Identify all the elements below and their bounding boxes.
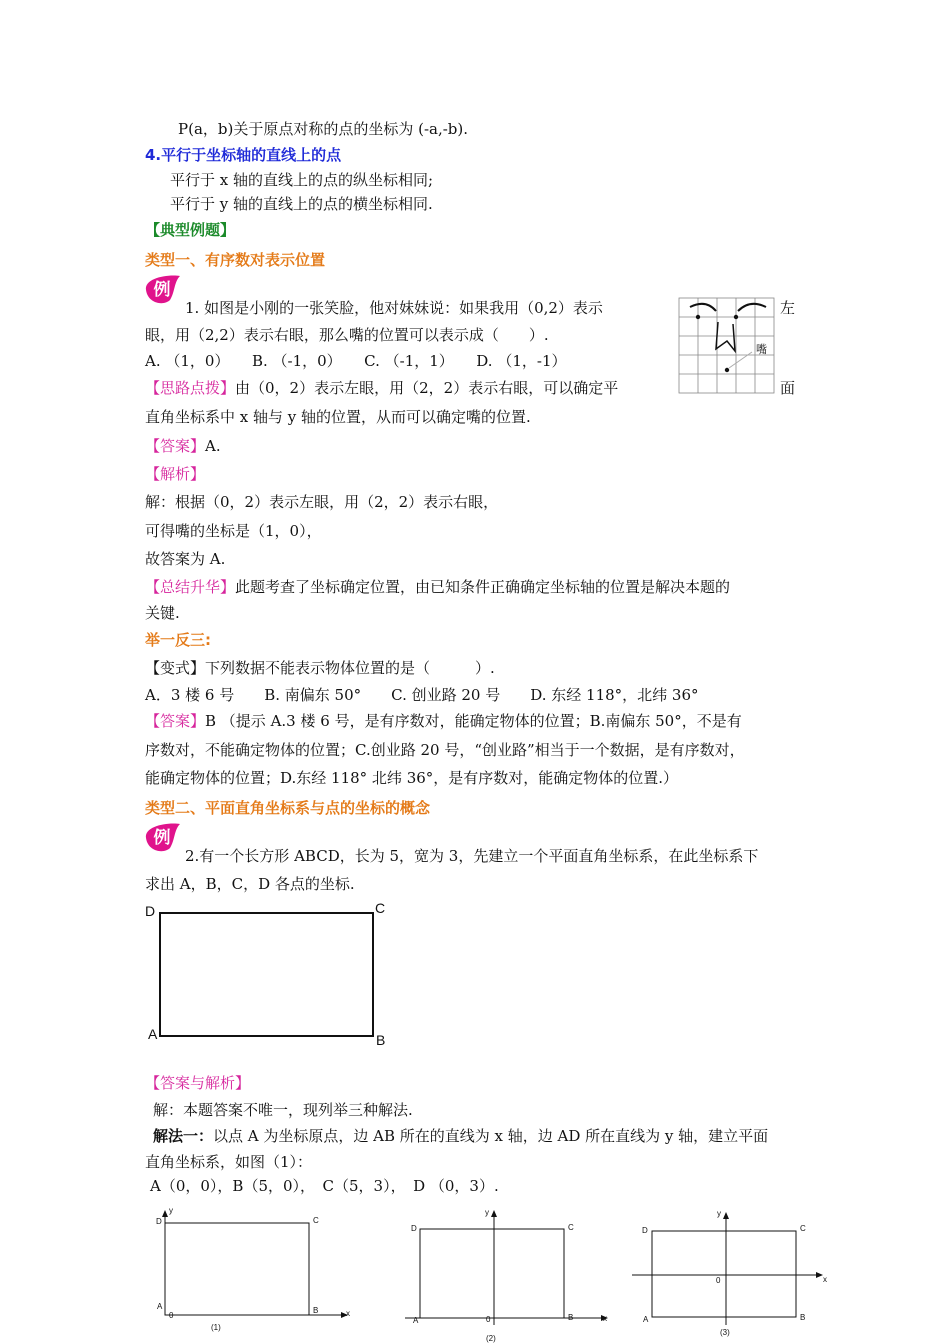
fig1-label-y: y (169, 1206, 173, 1215)
type1-question-a-end: 左 (780, 299, 796, 317)
fig2-label-origin: 0 (486, 1315, 491, 1324)
method1-label: 解法一： (153, 1127, 214, 1145)
method1-line-a (153, 1126, 768, 1146)
fig3-label-a: A (643, 1315, 649, 1324)
type2-question-a: 2.有一个长方形 ABCD，长为 5，宽为 3，先建立一个平面直角坐标系，在此坐标系下 (185, 847, 759, 865)
rect-label-b: B (376, 1032, 386, 1048)
type2-solution-intro: 解：本题答案不唯一，现列举三种解法. (153, 1101, 413, 1119)
practice-answer-b: 序数对，不能确定物体的位置；C.创业路 20 号，“创业路”相当于一个数据，是有序数对， (145, 741, 745, 759)
practice-answer-text-a: B （提示 A.3 楼 6 号，是有序数对，能确定物体的位置；B.南偏东 50°，不是有 (205, 712, 742, 730)
intro-line-y-axis: 平行于 y 轴的直线上的点的横坐标相同. (170, 195, 433, 213)
intro-line-x-axis: 平行于 x 轴的直线上的点的纵坐标相同; (170, 171, 434, 189)
fig1-caption: (1) (211, 1323, 221, 1332)
coordinate-figure-3 (630, 1205, 835, 1340)
type1-solution-3: 故答案为 A. (145, 550, 226, 568)
rect-label-a: A (148, 1026, 158, 1042)
type1-summary (145, 577, 730, 597)
type1-solution-2: 可得嘴的坐标是（1，0）， (145, 522, 322, 540)
smiley-face-figure (678, 297, 776, 399)
fig2-label-c: C (568, 1223, 574, 1232)
fig2-label-a: A (413, 1316, 419, 1325)
rectangle-abcd (159, 912, 374, 1037)
type1-title: 类型一、有序数对表示位置 (145, 251, 326, 269)
example-badge-1-text: 例 (153, 280, 171, 300)
summary-label: 【总结升华】 (145, 578, 236, 596)
fig1-label-a: A (157, 1302, 163, 1311)
example-badge-2 (142, 822, 184, 858)
practice-answer-a (145, 711, 742, 731)
fig1-label-c: C (313, 1216, 319, 1225)
section-heading-4: 4.平行于坐标轴的直线上的点 (145, 146, 342, 164)
fig1-label-d: D (156, 1217, 162, 1226)
practice-variant: 【变式】下列数据不能表示物体位置的是（ ）. (145, 659, 495, 677)
coordinate-figure-1 (145, 1205, 360, 1340)
fig2-label-d: D (411, 1224, 417, 1233)
fig2-caption: (2) (486, 1334, 496, 1343)
fig3-label-x: x (823, 1275, 827, 1284)
method1-line-b: 直角坐标系，如图（1）： (145, 1153, 313, 1171)
fig2-label-b: B (568, 1313, 574, 1322)
type2-question-b: 求出 A，B，C，D 各点的坐标. (145, 875, 355, 893)
practice-answer-label: 【答案】 (145, 712, 206, 730)
example-badge-1 (142, 274, 184, 310)
fig3-label-y: y (717, 1209, 721, 1218)
type2-answer-label: 【答案与解析】 (145, 1074, 251, 1092)
method1-text-a: 以点 A 为坐标原点，边 AB 所在的直线为 x 轴，边 AD 所在直线为 y 轴，建立平面 (213, 1127, 769, 1145)
examples-title: 【典型例题】 (145, 221, 236, 239)
type1-hint-end: 面 (780, 379, 796, 397)
type1-question-a: 1. 如图是小刚的一张笑脸，他对妹妹说：如果我用（0,2）表示 (185, 299, 603, 317)
fig3-label-d: D (642, 1226, 648, 1235)
practice-title: 举一反三: (145, 631, 211, 649)
smiley-mouth-label: 嘴 (756, 343, 767, 356)
fig2-label-x: x (603, 1314, 607, 1323)
fig1-label-x: x (346, 1309, 350, 1318)
type1-hint (145, 378, 618, 398)
fig3-label-origin: 0 (716, 1276, 721, 1285)
fig1-label-b: B (313, 1306, 319, 1315)
fig3-label-b: B (800, 1313, 806, 1322)
coordinate-figure-2 (400, 1205, 615, 1344)
fig1-label-origin: 0 (169, 1311, 174, 1320)
answer-label: 【答案】 (145, 437, 206, 455)
type1-answer (145, 436, 221, 456)
type2-title: 类型二、平面直角坐标系与点的坐标的概念 (145, 799, 431, 817)
answer-text: A. (205, 437, 221, 455)
type1-solution-1: 解：根据（0，2）表示左眼，用（2，2）表示右眼， (145, 493, 499, 511)
fig3-caption: (3) (720, 1328, 730, 1337)
hint-text-a: 由（0，2）表示左眼，用（2，2）表示右眼，可以确定平 (235, 379, 619, 397)
intro-line-symmetry: P(a，b)关于原点对称的点的坐标为 (-a,-b). (178, 120, 469, 138)
practice-answer-c: 能确定物体的位置；D.东经 118° 北纬 36°，是有序数对，能确定物体的位置.） (145, 769, 679, 787)
summary-text-a: 此题考查了坐标确定位置，由已知条件正确确定坐标轴的位置是解决本题的 (235, 578, 731, 596)
type1-summary-b: 关键. (145, 604, 180, 622)
rect-label-c: C (375, 900, 386, 916)
fig2-label-y: y (485, 1208, 489, 1217)
fig3-label-c: C (800, 1224, 806, 1233)
example-badge-2-text: 例 (153, 828, 171, 848)
hint-label: 【思路点拨】 (145, 379, 236, 397)
analysis-label: 【解析】 (145, 465, 206, 483)
practice-options: A．3 楼 6 号 B. 南偏东 50° C. 创业路 20 号 D. 东经 118°，北纬 36° (145, 686, 699, 704)
type1-options: A. （1，0） B. （-1，0） C. （-1，1） D. （1，-1） (145, 352, 567, 370)
type1-hint-b: 直角坐标系中 x 轴与 y 轴的位置，从而可以确定嘴的位置. (145, 408, 531, 426)
type1-question-b: 眼，用（2,2）表示右眼，那么嘴的位置可以表示成（ ）. (145, 326, 549, 344)
method1-coordinates: A（0，0），B（5，0）， C（5，3）， D （0，3）. (150, 1177, 499, 1195)
rect-label-d: D (145, 903, 156, 919)
